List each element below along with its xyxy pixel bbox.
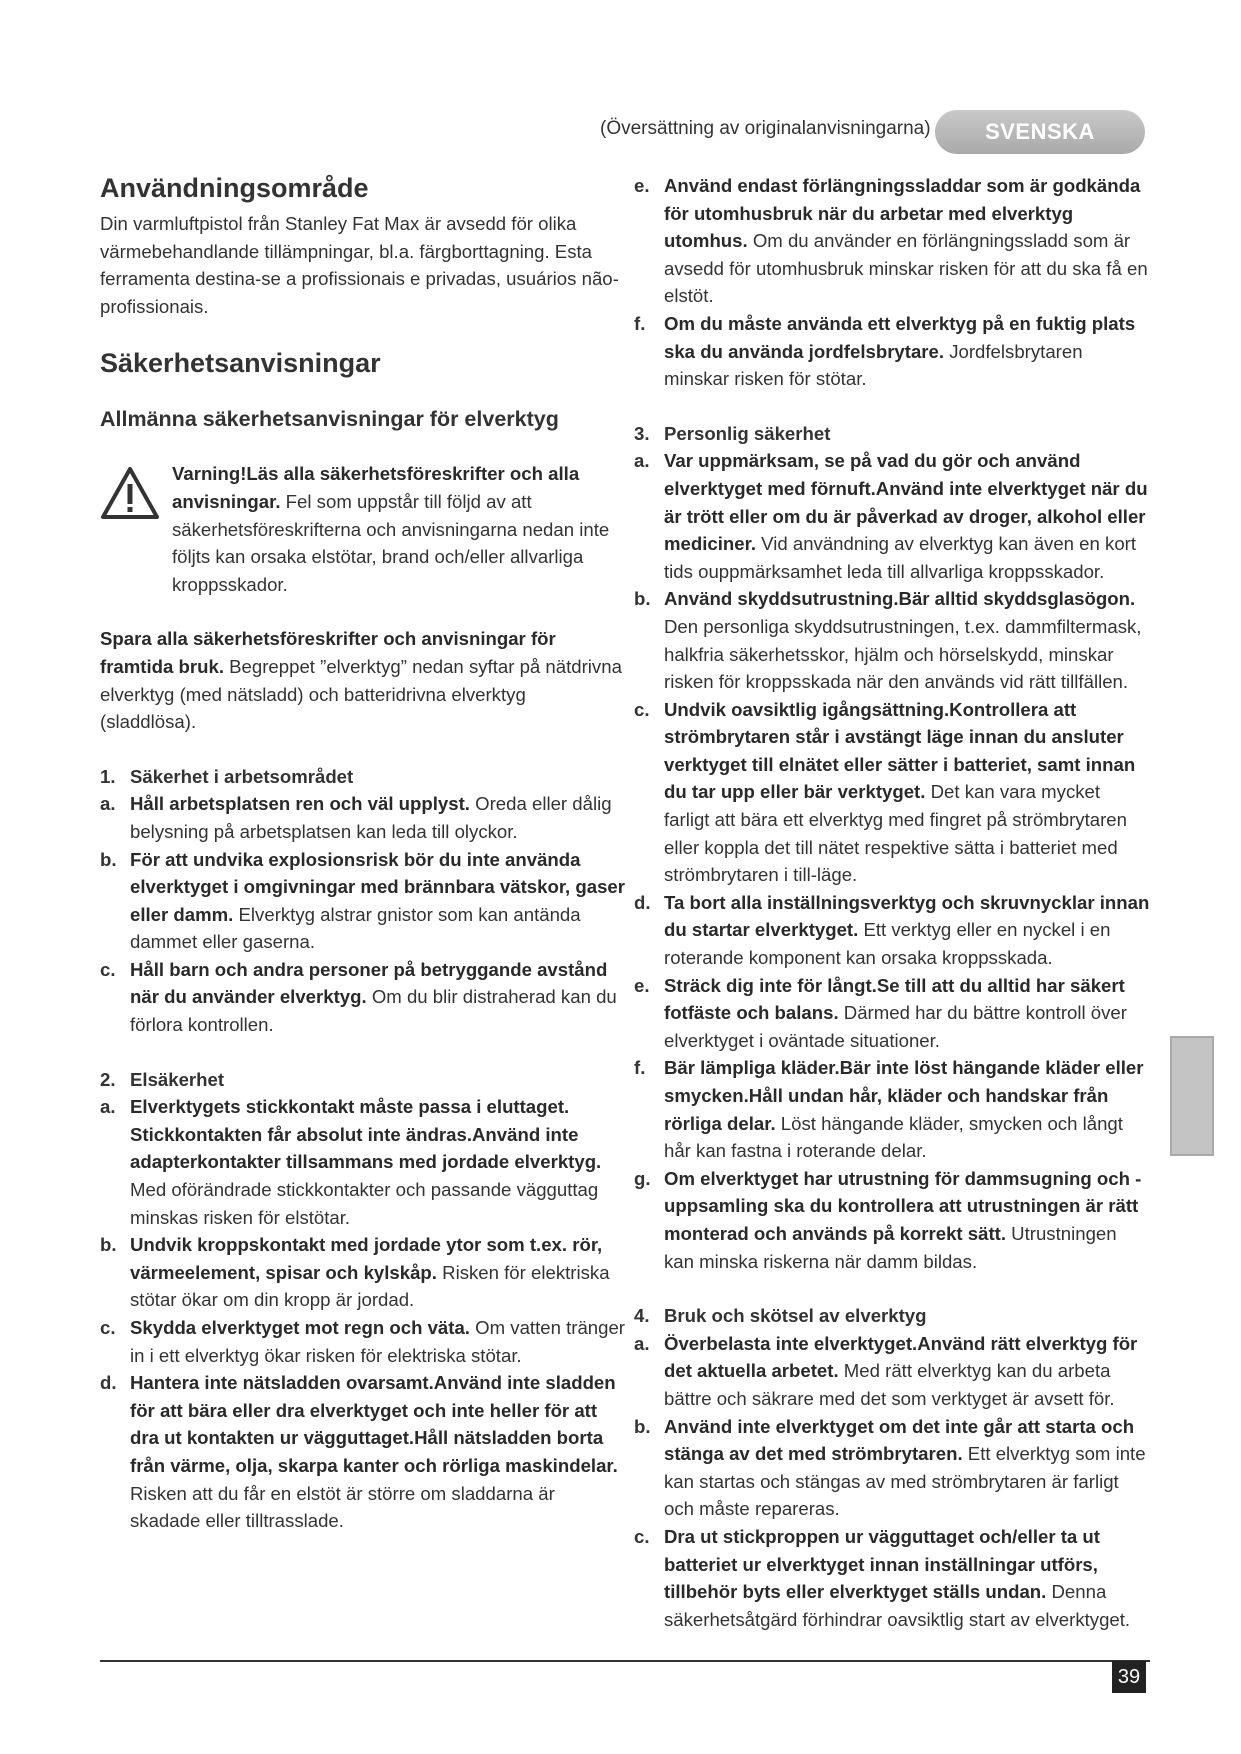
item-label: b. bbox=[634, 1415, 651, 1437]
item-text: Med oförändrade stickkontakter och passande vägguttag minskas risken för elstötar. bbox=[130, 1179, 599, 1228]
list-item bbox=[634, 1165, 1150, 1275]
item-bold-text: Dra ut stickproppen ur vägguttaget och/eller ta ut batteriet ur elverktyget innan inställningar utförs, tillbehör byts eller elverktyget ställs undan. bbox=[664, 1525, 1100, 1603]
item-text: Därmed har du bättre kontroll över elverktyget i oväntade situationer. bbox=[664, 1002, 1127, 1051]
item-text: Den personliga skyddsutrustningen, t.ex. dammfiltermask, halkfria säkerhetsskor, hjälm och hörselskydd, minskar risken för kroppsskada när den används vid rätt tillfällen. bbox=[664, 615, 1142, 693]
warning-body: Fel som uppstår till följd av att säkerhetsföreskrifterna och anvisningarna nedan inte följts kan orsaka elstötar, brand och/eller allvarliga kroppsskador. bbox=[172, 490, 610, 595]
section-2-heading bbox=[100, 1066, 625, 1094]
item-label: b. bbox=[100, 1234, 117, 1256]
language-tab: SVENSKA bbox=[935, 110, 1145, 154]
list-item bbox=[634, 585, 1150, 695]
list-item bbox=[100, 956, 625, 1039]
item-text: Med rätt elverktyg kan du arbeta bättre och säkrare med det som verktyget är avsett för. bbox=[664, 1360, 1115, 1409]
section-4-heading bbox=[634, 1302, 1150, 1330]
save-body: Begreppet ”elverktyg” nedan syftar på nätdrivna elverktyg (med nätsladd) och batteridrivna elverktyg (sladdlösa). bbox=[100, 655, 622, 733]
item-bold-text: Överbelasta inte elverktyget.Använd rätt elverktyg för det aktuella arbetet. bbox=[664, 1332, 1138, 1382]
item-bold-text: Använd skyddsutrustning.Bär alltid skyddsglasögon. bbox=[664, 588, 1136, 610]
list-item bbox=[634, 1330, 1150, 1413]
item-bold-text: Ta bort alla inställningsverktyg och skruvnycklar innan du startar elverktyget. bbox=[664, 891, 1150, 941]
item-bold-text: För att undvika explosionsrisk bör du inte använda elverktyget i omgivningar med brännbara vätskor, gaser eller damm. bbox=[130, 848, 625, 925]
list-item bbox=[634, 696, 1150, 889]
section-2-items bbox=[100, 1093, 625, 1535]
item-text: Risken att du får en elstöt är större om sladdarna är skadade eller tilltrasslade. bbox=[130, 1482, 555, 1532]
item-bold-text: Hantera inte nätsladden ovarsamt.Använd inte sladden för att bära eller dra elverktyget och inte heller för att dra ut kontakten ur vägguttaget.Håll nätsladden borta från värme, olja, skarpa kanter och rörliga maskindelar. bbox=[130, 1372, 618, 1476]
item-text: Elverktyg alstrar gnistor som kan antända dammet eller gaserna. bbox=[130, 903, 581, 953]
item-label: c. bbox=[100, 1317, 116, 1338]
section-4-items bbox=[634, 1330, 1150, 1634]
item-bold-text: Var uppmärksam, se på vad du gör och använd elverktyget med förnuft.Använd inte elverktyget när du är trött eller om du är påverkad av droger, alkohol eller mediciner. bbox=[664, 450, 1148, 555]
section-3-heading bbox=[634, 420, 1150, 448]
item-text: Ett elverktyg som inte kan startas och stängas av med strömbrytaren är farligt och måste repareras. bbox=[664, 1443, 1146, 1520]
item-label: f. bbox=[634, 1057, 646, 1079]
item-bold-text: Undvik oavsiktlig igångsättning.Kontrollera att strömbrytaren står i avstängt läge innan du ansluter verktyget till elnätet eller sätter i batteriet, samt innan du tar upp eller bär verktyget. bbox=[664, 698, 1136, 803]
item-label: b. bbox=[634, 588, 651, 610]
footer-rule bbox=[100, 1660, 1150, 1662]
item-label: g. bbox=[634, 1167, 651, 1189]
item-text: Risken för elektriska stötar ökar om din kropp är jordad. bbox=[130, 1261, 610, 1311]
item-bold-text: Bär lämpliga kläder.Bär inte löst hängande kläder eller smycken.Håll undan hår, kläder och handskar från rörliga delar. bbox=[664, 1057, 1144, 1134]
item-label: c. bbox=[634, 1525, 650, 1547]
list-item bbox=[634, 447, 1150, 585]
list-item bbox=[100, 1369, 625, 1535]
general-safety-title: Allmänna säkerhetsanvisningar för elverktyg bbox=[100, 407, 559, 432]
section-number: 1. bbox=[100, 765, 116, 787]
section-number: 2. bbox=[100, 1068, 116, 1090]
item-text: Oreda eller dålig belysning på arbetsplatsen kan leda till olyckor. bbox=[130, 793, 612, 842]
section-title: Elsäkerhet bbox=[130, 1068, 225, 1090]
side-tab-marker bbox=[1170, 1036, 1214, 1156]
warning-bold: Varning!Läs alla säkerhetsföreskrifter och alla anvisningar. bbox=[172, 463, 580, 512]
section-title: Bruk och skötsel av elverktyg bbox=[664, 1305, 927, 1327]
item-label: a. bbox=[100, 1096, 116, 1118]
save-bold: Spara alla säkerhetsföreskrifter och anvisningar för framtida bruk. bbox=[100, 628, 556, 677]
item-text: Om vatten tränger in i ett elverktyg ökar risken för elektriska stötar. bbox=[130, 1317, 625, 1366]
list-item bbox=[100, 1314, 625, 1369]
item-text: Vid användning av elverktyg kan även en kort tids ouppmärksamhet leda till allvarliga kroppsskador. bbox=[664, 533, 1137, 582]
section-1-items bbox=[100, 790, 625, 1038]
list-item bbox=[634, 1523, 1150, 1633]
section-number: 4. bbox=[634, 1305, 650, 1327]
item-text: Utrustningen kan minska riskerna när damm bildas. bbox=[664, 1222, 1117, 1272]
list-item bbox=[100, 846, 625, 956]
item-label: a. bbox=[634, 450, 650, 472]
list-item bbox=[100, 1231, 625, 1314]
warning-text bbox=[172, 460, 625, 598]
warning-triangle-icon bbox=[100, 466, 160, 520]
left-column bbox=[100, 172, 625, 1535]
section-3-items bbox=[634, 447, 1150, 1275]
item-bold-text: Elverktygets stickkontakt måste passa i eluttaget. Stickkontakten får absolut inte ändras.Använd inte adapterkontakter tillsammans med jordade elverktyg. bbox=[130, 1096, 602, 1173]
list-item bbox=[634, 1054, 1150, 1164]
item-label: e. bbox=[634, 175, 650, 196]
warning-block bbox=[100, 460, 625, 598]
item-label: f. bbox=[634, 312, 646, 334]
list-item bbox=[634, 1413, 1150, 1523]
list-item bbox=[634, 310, 1150, 393]
usage-title: Användningsområde bbox=[100, 173, 369, 203]
safety-title: Säkerhetsanvisningar bbox=[100, 348, 381, 379]
page-number: 39 bbox=[1112, 1661, 1146, 1693]
item-text: Löst hängande kläder, smycken och långt hår kan fastna i roterande delar. bbox=[664, 1112, 1123, 1162]
list-item bbox=[634, 889, 1150, 972]
section-1-heading bbox=[100, 763, 625, 791]
item-label: b. bbox=[100, 848, 117, 870]
item-bold-text: Undvik kroppskontakt med jordade ytor som t.ex. rör, värmeelement, spisar och kylskåp. bbox=[130, 1234, 603, 1283]
item-label: d. bbox=[100, 1372, 117, 1394]
list-item bbox=[100, 1093, 625, 1231]
item-bold-text: Använd endast förlängningssladdar som är godkända för utomhusbruk när du arbetar med elverktyg utomhus. bbox=[664, 175, 1141, 252]
item-bold-text: Om elverktyget har utrustning för dammsugning och -uppsamling ska du kontrollera att utrustningen är rätt monterad och används på korrekt sätt. bbox=[664, 1167, 1142, 1244]
item-bold-text: Håll arbetsplatsen ren och väl upplyst. bbox=[130, 793, 470, 815]
item-text: Denna säkerhetsåtgärd förhindrar oavsiktlig start av elverktyget. bbox=[664, 1581, 1131, 1630]
item-text: Om du använder en förlängningssladd som är avsedd för utomhusbruk minskar risken för att du ska få en elstöt. bbox=[664, 230, 1148, 307]
item-bold-text: Använd inte elverktyget om det inte går att starta och stänga av det med strömbrytaren. bbox=[664, 1415, 1135, 1465]
item-label: a. bbox=[634, 1332, 650, 1354]
item-text: Om du blir distraherad kan du förlora kontrollen. bbox=[130, 986, 617, 1036]
item-bold-text: Om du måste använda ett elverktyg på en fuktig plats ska du använda jordfelsbrytare. bbox=[664, 312, 1136, 362]
right-column bbox=[634, 172, 1150, 1633]
item-label: d. bbox=[634, 891, 651, 913]
save-instructions bbox=[100, 625, 625, 735]
item-label: c. bbox=[100, 958, 116, 980]
section-title: Personlig säkerhet bbox=[664, 422, 831, 444]
list-item bbox=[634, 172, 1150, 310]
section-title: Säkerhet i arbetsområdet bbox=[130, 765, 354, 787]
item-bold-text: Skydda elverktyget mot regn och väta. bbox=[130, 1317, 470, 1338]
list-item bbox=[100, 790, 625, 845]
section-number: 3. bbox=[634, 422, 650, 444]
item-bold-text: Håll barn och andra personer på betryggande avstånd när du använder elverktyg. bbox=[130, 958, 608, 1008]
item-text: Det kan vara mycket farligt att bära ett elverktyg med fingret på strömbrytaren eller koppla det till nätet respektive sätta i batteriet med strömbrytaren i till-läge. bbox=[664, 781, 1127, 886]
item-label: a. bbox=[100, 793, 116, 815]
section-2-continued-items bbox=[634, 172, 1150, 393]
item-text: Ett verktyg eller en nyckel i en roterande komponent kan orsaka kroppsskada. bbox=[664, 919, 1111, 969]
translation-note: (Översättning av originalanvisningarna) bbox=[600, 118, 931, 139]
item-text: Jordfelsbrytaren minskar risken för stötar. bbox=[664, 340, 1083, 390]
item-label: e. bbox=[634, 974, 650, 996]
item-bold-text: Sträck dig inte för långt.Se till att du alltid har säkert fotfäste och balans. bbox=[664, 974, 1125, 1024]
usage-text: Din varmluftpistol från Stanley Fat Max är avsedd för olika värmebehandlande tillämpningar, bl.a. färgborttagning. Esta ferramenta destina-se a profissionais e privadas, usuários não-profissionais. bbox=[100, 213, 619, 317]
list-item bbox=[634, 972, 1150, 1055]
item-label: c. bbox=[634, 698, 650, 720]
